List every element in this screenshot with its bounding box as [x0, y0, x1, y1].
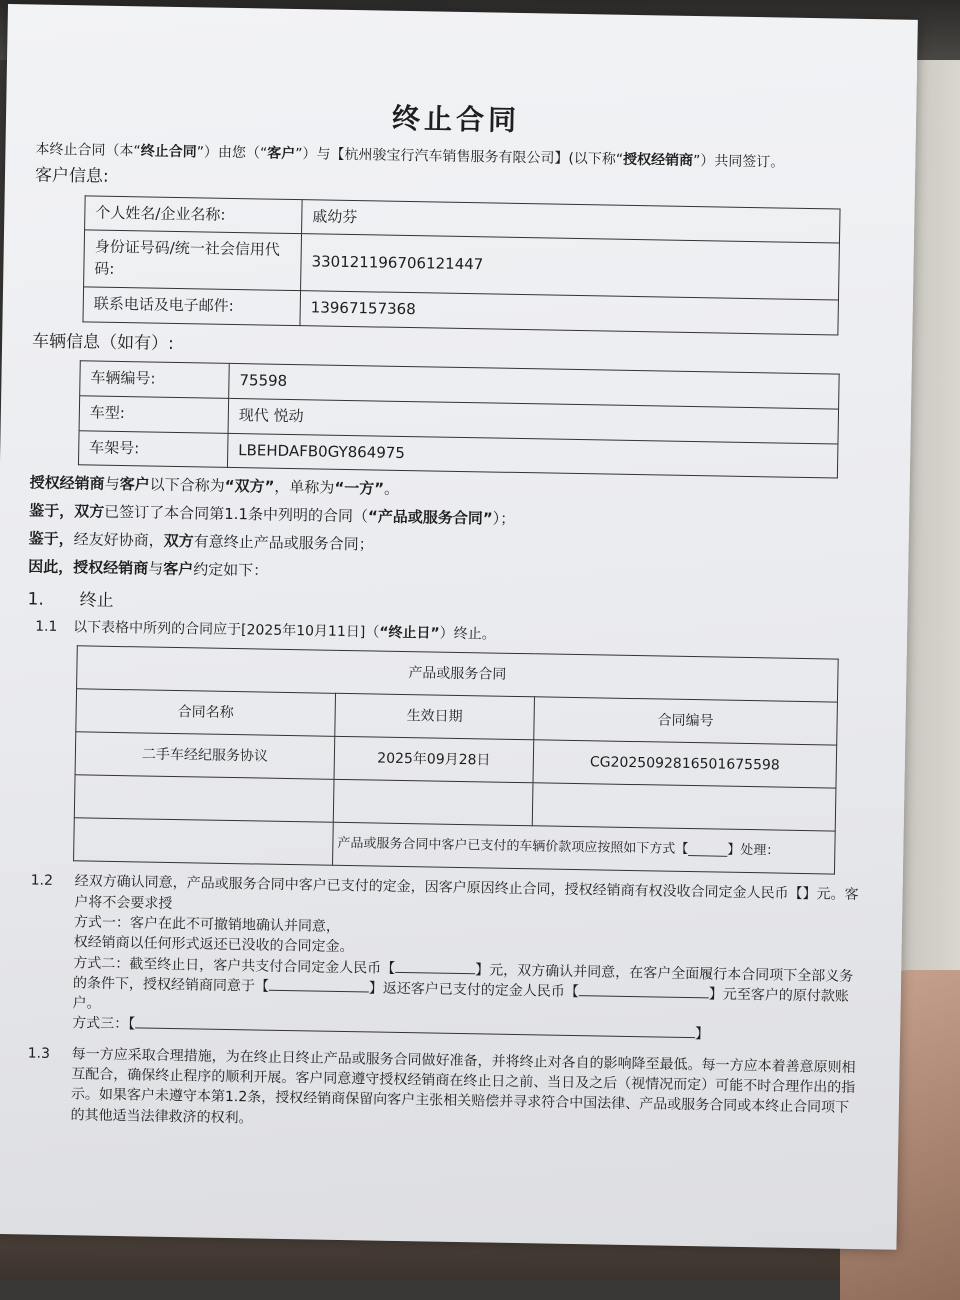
recital-text: 经友好协商， [73, 530, 164, 550]
clause-text: 权经销商以任何形式返还已没收的合同定金。 [73, 934, 354, 956]
clause-text: 经双方确认同意，产品或服务合同中客户已支付的定金，因客户原因终止合同，授权经销商有权没收合同定金人民币【】元。客户将不会要求授 [74, 873, 859, 912]
clause-number: 1.3 [27, 1045, 51, 1062]
clause-1-2: 1.2 经双方确认同意，产品或服务合同中客户已支付的定金，因客户原因终止合同，授权经销商有权没收合同定金人民币【】元。客户将不会要求授 方式一：客户在此不可撤销地确认并同意， 权经销商以任何形式返还已没收的合同定金。 方式二：截至终止日，客户共支付合同定金人民币【 】元，双方确认并同意，在客户全面履行本合同项下全部义务 的条件下，授权经销商同意于【 】返还客户已支付的定金人民币【 】元至客户的原付款账户。 方式三：【】 [20, 871, 863, 1048]
vehicle-model-label: 车型: [79, 396, 229, 433]
recital-text: 已签订了本合同第1.1条中列明的合同（ [104, 502, 369, 526]
column-header-date: 生效日期 [335, 694, 535, 740]
vehicle-vin-label: 车架号: [78, 430, 228, 467]
document-body [18, 93, 876, 1145]
recital-text: “一方” [334, 479, 385, 499]
blank-field [135, 1028, 695, 1039]
document-paper [0, 4, 918, 1250]
customer-table [82, 195, 840, 335]
vehicle-table [78, 360, 840, 478]
section-title: 终止 [79, 590, 114, 612]
recital-text: 客户 [163, 559, 194, 578]
customer-name-label: 个人姓名/企业名称: [85, 195, 303, 234]
clause-text: 方式三：【 [72, 1015, 136, 1033]
empty-cell [74, 775, 334, 823]
clause-text: 以下表格中所列的合同应于[2025年10月11日]（ [72, 619, 380, 641]
document-title: 终止合同 [391, 101, 521, 137]
recital-text: 授权经销商 [29, 473, 105, 494]
vehicle-heading: 车辆信息（如有）: [31, 331, 175, 354]
intro-text-4: ”）共同签订。 [692, 152, 785, 171]
recital-text: 有意终止产品或服务合同； [193, 532, 374, 554]
recital-text: 鉴于， [29, 501, 75, 521]
intro-bold-3: 授权经销商 [622, 151, 694, 169]
recital-text: 双方 [74, 502, 105, 521]
table-note: 产品或服务合同中客户已支付的车辆价款项应按照如下方式【______】处理： [333, 823, 836, 875]
section-number: 1. [27, 589, 45, 611]
column-header-name: 合同名称 [76, 689, 336, 737]
clause-number: 1.1 [34, 618, 58, 636]
recital-text: 客户 [119, 475, 150, 494]
customer-heading: 客户信息: [34, 165, 109, 187]
recital-text: ，单称为 [274, 478, 335, 498]
recital-text: 双方 [163, 531, 194, 551]
customer-contact-label: 联系电话及电子邮件: [83, 287, 301, 326]
customer-id-value: 330121196706121447 [301, 234, 840, 300]
clause-text: 的条件下，授权经销商同意于【 [72, 975, 270, 995]
clause-text: 】元，双方确认并同意，在客户全面履行本合同项下全部义务 [475, 961, 854, 985]
intro-text-3: ”）与【杭州骏宝行汽车销售服务有限公司】(以下称“ [295, 145, 624, 168]
contract-name-cell: 二手车经纪服务协议 [75, 732, 335, 780]
blank-field [579, 995, 709, 998]
vehicle-vin-value: LBEHDAFB0GY864975 [227, 433, 838, 478]
contracts-table-caption: 产品或服务合同 [77, 646, 839, 702]
vehicle-id-value: 75598 [229, 364, 840, 409]
empty-cell [333, 780, 533, 826]
empty-cell [74, 818, 334, 866]
recital-text: 授权经销商 [73, 557, 149, 578]
vehicle-model-value: 现代 悦动 [228, 398, 839, 443]
intro-bold-2: 客户 [267, 145, 296, 162]
recital-text: 鉴于， [28, 529, 74, 549]
recital-text: ）； [492, 509, 516, 529]
recital-text: “双方” [224, 477, 275, 497]
clause-1-3 [18, 1043, 859, 1139]
column-header-number: 合同编号 [534, 697, 838, 745]
clause-text: 方式一：客户在此不可撤销地确认并同意， [73, 914, 341, 935]
clause-text: 】返还客户已支付的定金人民币【 [368, 980, 579, 1000]
recital-text: 因此， [28, 557, 74, 576]
clause-number: 1.2 [30, 872, 54, 890]
intro-text-1: 本终止合同（本“ [35, 141, 141, 159]
intro-text-2: ”）由您（“ [196, 143, 268, 162]
recital-text: 以下合称为 [149, 475, 225, 496]
empty-cell [532, 783, 836, 831]
recital-text: “产品或服务合同” [367, 507, 493, 528]
clause-text: 方式二：截至终止日，客户共支付合同定金人民币【 [73, 954, 396, 977]
customer-contact-value: 13967157368 [300, 290, 839, 334]
contract-number-cell: CG2025092816501675598 [533, 740, 837, 788]
recital-text: 与 [148, 559, 164, 578]
clause-bold: “终止日” [379, 624, 440, 642]
clause-text: 每一方应采取合理措施，为在终止日终止产品或服务合同做好准备，并将终止对各自的影响降至最低。每一方应本着善意原则相互配合，确保终止程序的顺利开展。客户同意遵守授权经销商在终止日之前、当日及之后（视情况而定）可能不时合理作出的指示。如果客户未遵守本第1.2条，授权经销商保留向客户主张相关赔偿并寻求符合中国法律、产品或服务合同或本终止合同项下的其他适当法律救济的权利。 [70, 1046, 856, 1127]
contracts-table [73, 646, 839, 875]
customer-name-value: 戚幼芬 [302, 199, 841, 243]
clause-text: ）终止。 [439, 625, 496, 643]
contract-date-cell: 2025年09月28日 [334, 737, 534, 783]
vehicle-id-label: 车辆编号: [80, 361, 230, 398]
recital-text: 。 [383, 480, 400, 499]
recital-text: 与 [104, 475, 120, 494]
blank-field [395, 971, 475, 973]
clause-text: 】元至客户的原付款账户。 [72, 986, 849, 1012]
recital-text: 约定如下： [193, 559, 269, 580]
intro-bold-1: 终止合同 [140, 142, 197, 160]
customer-id-label: 身份证号码/统一社会信用代码: [84, 230, 302, 290]
blank-field [269, 990, 369, 993]
